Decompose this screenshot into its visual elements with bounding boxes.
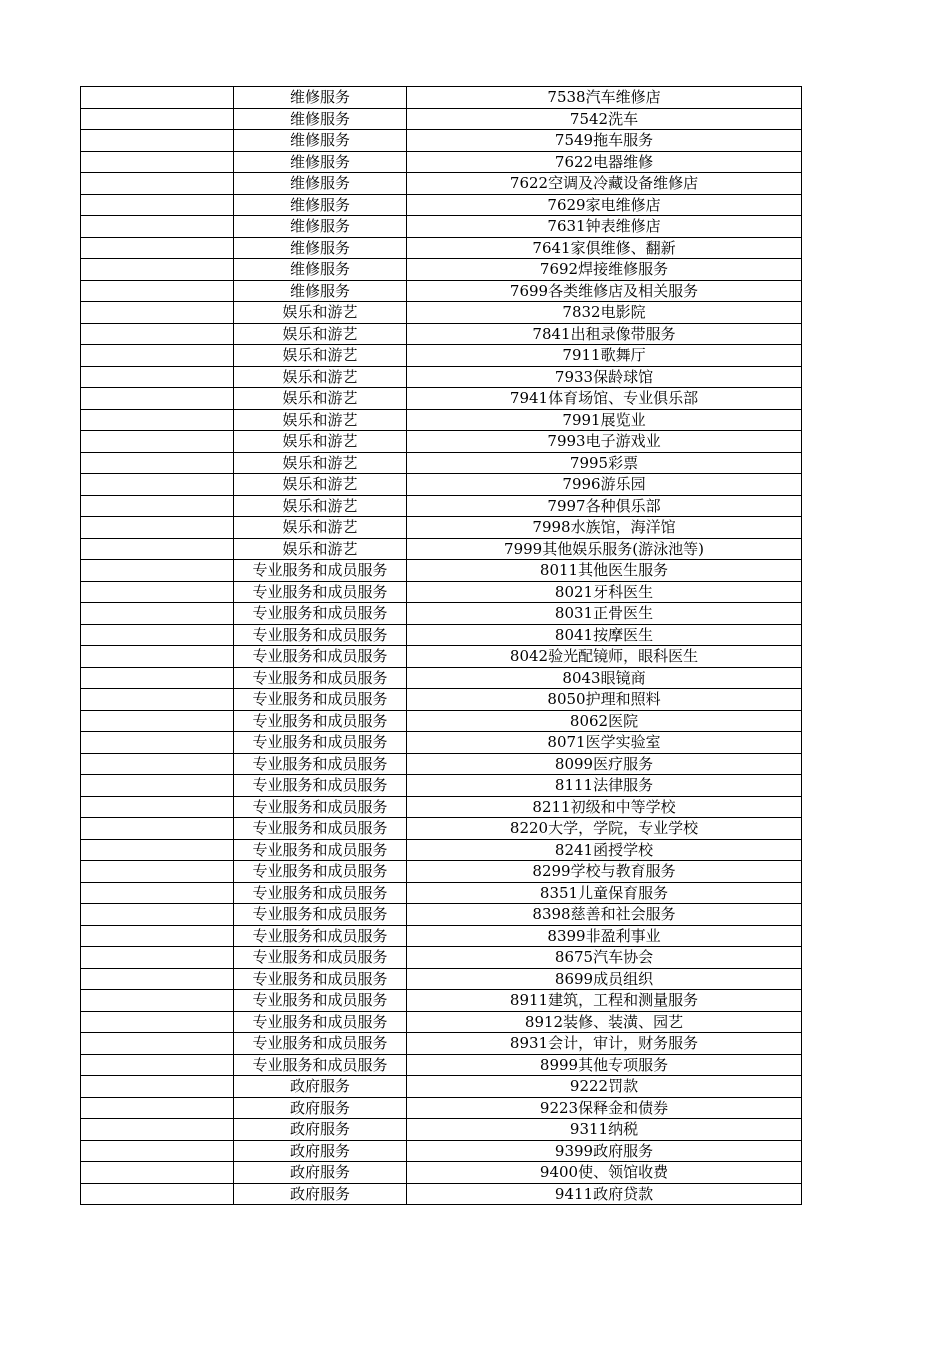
- row-blank-cell[interactable]: [81, 904, 234, 926]
- table-row: [81, 151, 802, 173]
- category-cell[interactable]: 专业服务和成员服务: [234, 818, 407, 840]
- mcc-code-cell[interactable]: 7997各种俱乐部: [407, 495, 802, 517]
- table-row: [81, 753, 802, 775]
- row-blank-cell[interactable]: [81, 1054, 234, 1076]
- row-blank-cell[interactable]: [81, 151, 234, 173]
- category-cell[interactable]: 政府服务: [234, 1162, 407, 1184]
- mcc-code-cell[interactable]: 9411政府贷款: [407, 1183, 802, 1205]
- mcc-code-cell[interactable]: 8062医院: [407, 710, 802, 732]
- row-blank-cell[interactable]: [81, 87, 234, 109]
- table-row: [81, 947, 802, 969]
- mcc-code-cell[interactable]: 7933保龄球馆: [407, 366, 802, 388]
- table-row: [81, 452, 802, 474]
- mcc-code-cell[interactable]: 8398慈善和社会服务: [407, 904, 802, 926]
- mcc-code-cell[interactable]: 7991展览业: [407, 409, 802, 431]
- table-row: [81, 882, 802, 904]
- table-row: [81, 710, 802, 732]
- mcc-code-cell[interactable]: 7999其他娱乐服务(游泳池等): [407, 538, 802, 560]
- row-blank-cell[interactable]: [81, 861, 234, 883]
- table-row: [81, 603, 802, 625]
- category-cell[interactable]: 维修服务: [234, 108, 407, 130]
- table-row: [81, 323, 802, 345]
- row-blank-cell[interactable]: [81, 1183, 234, 1205]
- mcc-code-cell[interactable]: 8021牙科医生: [407, 581, 802, 603]
- row-blank-cell[interactable]: [81, 495, 234, 517]
- mcc-code-cell[interactable]: 7911歌舞厅: [407, 345, 802, 367]
- mcc-code-cell[interactable]: 8220大学，学院，专业学校: [407, 818, 802, 840]
- mcc-code-cell[interactable]: 8111法律服务: [407, 775, 802, 797]
- row-blank-cell[interactable]: [81, 237, 234, 259]
- mcc-code-cell[interactable]: 8031正骨医生: [407, 603, 802, 625]
- mcc-code-cell[interactable]: 7629家电维修店: [407, 194, 802, 216]
- category-cell[interactable]: 专业服务和成员服务: [234, 1054, 407, 1076]
- row-blank-cell[interactable]: [81, 710, 234, 732]
- category-cell[interactable]: 维修服务: [234, 194, 407, 216]
- mcc-code-cell[interactable]: 8099医疗服务: [407, 753, 802, 775]
- category-cell[interactable]: 维修服务: [234, 130, 407, 152]
- table-row: [81, 237, 802, 259]
- category-cell[interactable]: 专业服务和成员服务: [234, 925, 407, 947]
- mcc-code-cell[interactable]: 7622电器维修: [407, 151, 802, 173]
- table-row: [81, 302, 802, 324]
- category-cell[interactable]: 娱乐和游艺: [234, 474, 407, 496]
- category-cell[interactable]: 专业服务和成员服务: [234, 904, 407, 926]
- mcc-code-cell[interactable]: 8241函授学校: [407, 839, 802, 861]
- category-cell[interactable]: 专业服务和成员服务: [234, 667, 407, 689]
- table-body: [81, 87, 802, 1205]
- category-cell[interactable]: 专业服务和成员服务: [234, 581, 407, 603]
- mcc-code-cell[interactable]: 9222罚款: [407, 1076, 802, 1098]
- mcc-code-cell[interactable]: 9400使、领馆收费: [407, 1162, 802, 1184]
- table-row: [81, 130, 802, 152]
- category-cell[interactable]: 专业服务和成员服务: [234, 839, 407, 861]
- category-cell[interactable]: 维修服务: [234, 216, 407, 238]
- mcc-code-cell[interactable]: 8911建筑，工程和测量服务: [407, 990, 802, 1012]
- table-row: [81, 409, 802, 431]
- table-row: [81, 646, 802, 668]
- row-blank-cell[interactable]: [81, 882, 234, 904]
- table-row: [81, 581, 802, 603]
- category-cell[interactable]: 专业服务和成员服务: [234, 1011, 407, 1033]
- row-blank-cell[interactable]: [81, 323, 234, 345]
- category-cell[interactable]: 专业服务和成员服务: [234, 796, 407, 818]
- category-cell[interactable]: 专业服务和成员服务: [234, 560, 407, 582]
- mcc-code-cell[interactable]: 8011其他医生服务: [407, 560, 802, 582]
- table-row: [81, 839, 802, 861]
- row-blank-cell[interactable]: [81, 474, 234, 496]
- row-blank-cell[interactable]: [81, 646, 234, 668]
- mcc-code-cell[interactable]: 7631钟表维修店: [407, 216, 802, 238]
- table-row: [81, 689, 802, 711]
- row-blank-cell[interactable]: [81, 517, 234, 539]
- mcc-code-cell[interactable]: 7993电子游戏业: [407, 431, 802, 453]
- category-cell[interactable]: 娱乐和游艺: [234, 345, 407, 367]
- category-cell[interactable]: 专业服务和成员服务: [234, 1033, 407, 1055]
- category-cell[interactable]: 娱乐和游艺: [234, 302, 407, 324]
- mcc-code-cell[interactable]: 8931会计，审计，财务服务: [407, 1033, 802, 1055]
- mcc-code-cell[interactable]: 7699各类维修店及相关服务: [407, 280, 802, 302]
- mcc-code-cell[interactable]: 7549拖车服务: [407, 130, 802, 152]
- category-cell[interactable]: 专业服务和成员服务: [234, 603, 407, 625]
- mcc-code-cell[interactable]: 8299学校与教育服务: [407, 861, 802, 883]
- table-row: [81, 388, 802, 410]
- row-blank-cell[interactable]: [81, 689, 234, 711]
- category-cell[interactable]: 专业服务和成员服务: [234, 732, 407, 754]
- row-blank-cell[interactable]: [81, 216, 234, 238]
- mcc-code-cell[interactable]: 8043眼镜商: [407, 667, 802, 689]
- table-row: [81, 173, 802, 195]
- row-blank-cell[interactable]: [81, 1011, 234, 1033]
- row-blank-cell[interactable]: [81, 818, 234, 840]
- row-blank-cell[interactable]: [81, 560, 234, 582]
- mcc-code-cell[interactable]: 9311纳税: [407, 1119, 802, 1141]
- mcc-code-cell[interactable]: 8351儿童保育服务: [407, 882, 802, 904]
- mcc-code-cell[interactable]: 8999其他专项服务: [407, 1054, 802, 1076]
- table-row: [81, 280, 802, 302]
- mcc-code-cell[interactable]: 7998水族馆，海洋馆: [407, 517, 802, 539]
- table-row: [81, 1119, 802, 1141]
- category-cell[interactable]: 娱乐和游艺: [234, 452, 407, 474]
- table-row: [81, 624, 802, 646]
- row-blank-cell[interactable]: [81, 1119, 234, 1141]
- mcc-code-cell[interactable]: 9399政府服务: [407, 1140, 802, 1162]
- category-cell[interactable]: 维修服务: [234, 173, 407, 195]
- row-blank-cell[interactable]: [81, 796, 234, 818]
- mcc-code-cell[interactable]: 8042验光配镜师，眼科医生: [407, 646, 802, 668]
- category-cell[interactable]: 政府服务: [234, 1183, 407, 1205]
- category-cell[interactable]: 娱乐和游艺: [234, 388, 407, 410]
- row-blank-cell[interactable]: [81, 1140, 234, 1162]
- table-row: [81, 495, 802, 517]
- category-cell[interactable]: 娱乐和游艺: [234, 323, 407, 345]
- table-row: [81, 1076, 802, 1098]
- category-cell[interactable]: 娱乐和游艺: [234, 517, 407, 539]
- table-row: [81, 1054, 802, 1076]
- category-cell[interactable]: 娱乐和游艺: [234, 409, 407, 431]
- table-row: [81, 1033, 802, 1055]
- table-row: [81, 108, 802, 130]
- table-row: [81, 1097, 802, 1119]
- table-row: [81, 345, 802, 367]
- table-row: [81, 194, 802, 216]
- category-cell[interactable]: 专业服务和成员服务: [234, 624, 407, 646]
- row-blank-cell[interactable]: [81, 1162, 234, 1184]
- category-cell[interactable]: 专业服务和成员服务: [234, 861, 407, 883]
- row-blank-cell[interactable]: [81, 947, 234, 969]
- row-blank-cell[interactable]: [81, 388, 234, 410]
- category-cell[interactable]: 专业服务和成员服务: [234, 710, 407, 732]
- table-row: [81, 474, 802, 496]
- table-row: [81, 517, 802, 539]
- category-cell[interactable]: 专业服务和成员服务: [234, 646, 407, 668]
- row-blank-cell[interactable]: [81, 1033, 234, 1055]
- row-blank-cell[interactable]: [81, 194, 234, 216]
- category-cell[interactable]: 专业服务和成员服务: [234, 689, 407, 711]
- row-blank-cell[interactable]: [81, 409, 234, 431]
- row-blank-cell[interactable]: [81, 753, 234, 775]
- row-blank-cell[interactable]: [81, 1097, 234, 1119]
- category-cell[interactable]: 专业服务和成员服务: [234, 947, 407, 969]
- mcc-code-cell[interactable]: 7692焊接维修服务: [407, 259, 802, 281]
- row-blank-cell[interactable]: [81, 431, 234, 453]
- table-row: [81, 259, 802, 281]
- table-row: [81, 968, 802, 990]
- mcc-code-cell[interactable]: 7996游乐园: [407, 474, 802, 496]
- table-row: [81, 366, 802, 388]
- category-cell[interactable]: 维修服务: [234, 237, 407, 259]
- mcc-code-cell[interactable]: 8050护理和照料: [407, 689, 802, 711]
- category-cell[interactable]: 娱乐和游艺: [234, 495, 407, 517]
- mcc-code-cell[interactable]: 9223保释金和债券: [407, 1097, 802, 1119]
- table-row: [81, 861, 802, 883]
- row-blank-cell[interactable]: [81, 108, 234, 130]
- category-cell[interactable]: 维修服务: [234, 151, 407, 173]
- table-row: [81, 904, 802, 926]
- mcc-code-cell[interactable]: 7841出租录像带服务: [407, 323, 802, 345]
- table-row: [81, 1140, 802, 1162]
- table-row: [81, 732, 802, 754]
- row-blank-cell[interactable]: [81, 603, 234, 625]
- mcc-code-cell[interactable]: 7832电影院: [407, 302, 802, 324]
- table-row: [81, 1162, 802, 1184]
- table-row: [81, 796, 802, 818]
- mcc-code-cell[interactable]: 7622空调及冷藏设备维修店: [407, 173, 802, 195]
- category-cell[interactable]: 政府服务: [234, 1119, 407, 1141]
- mcc-code-cell[interactable]: 7941体育场馆、专业俱乐部: [407, 388, 802, 410]
- table-row: [81, 775, 802, 797]
- row-blank-cell[interactable]: [81, 259, 234, 281]
- category-cell[interactable]: 专业服务和成员服务: [234, 990, 407, 1012]
- row-blank-cell[interactable]: [81, 925, 234, 947]
- mcc-code-cell[interactable]: 8071医学实验室: [407, 732, 802, 754]
- table-row: [81, 216, 802, 238]
- mcc-code-cell[interactable]: 8399非盈利事业: [407, 925, 802, 947]
- table-row: [81, 431, 802, 453]
- table-row: [81, 1011, 802, 1033]
- table-row: [81, 560, 802, 582]
- merchant-category-table: [80, 86, 802, 1205]
- mcc-code-cell[interactable]: 8912装修、装潢、园艺: [407, 1011, 802, 1033]
- table-row: [81, 538, 802, 560]
- category-cell[interactable]: 娱乐和游艺: [234, 538, 407, 560]
- row-blank-cell[interactable]: [81, 538, 234, 560]
- row-blank-cell[interactable]: [81, 345, 234, 367]
- category-cell[interactable]: 专业服务和成员服务: [234, 775, 407, 797]
- table-row: [81, 925, 802, 947]
- row-blank-cell[interactable]: [81, 667, 234, 689]
- row-blank-cell[interactable]: [81, 839, 234, 861]
- category-cell[interactable]: 政府服务: [234, 1076, 407, 1098]
- table-row: [81, 667, 802, 689]
- category-cell[interactable]: 政府服务: [234, 1097, 407, 1119]
- row-blank-cell[interactable]: [81, 990, 234, 1012]
- category-cell[interactable]: 专业服务和成员服务: [234, 753, 407, 775]
- mcc-code-cell[interactable]: 7542洗车: [407, 108, 802, 130]
- row-blank-cell[interactable]: [81, 366, 234, 388]
- mcc-code-cell[interactable]: 8675汽车协会: [407, 947, 802, 969]
- row-blank-cell[interactable]: [81, 280, 234, 302]
- row-blank-cell[interactable]: [81, 624, 234, 646]
- row-blank-cell[interactable]: [81, 581, 234, 603]
- table-row: [81, 990, 802, 1012]
- mcc-code-cell[interactable]: 8041按摩医生: [407, 624, 802, 646]
- mcc-code-cell[interactable]: 8699成员组织: [407, 968, 802, 990]
- category-cell[interactable]: 政府服务: [234, 1140, 407, 1162]
- category-cell[interactable]: 娱乐和游艺: [234, 431, 407, 453]
- mcc-code-cell[interactable]: 8211初级和中等学校: [407, 796, 802, 818]
- table-row: [81, 818, 802, 840]
- category-cell[interactable]: 专业服务和成员服务: [234, 968, 407, 990]
- row-blank-cell[interactable]: [81, 732, 234, 754]
- row-blank-cell[interactable]: [81, 130, 234, 152]
- row-blank-cell[interactable]: [81, 968, 234, 990]
- row-blank-cell[interactable]: [81, 452, 234, 474]
- category-cell[interactable]: 维修服务: [234, 87, 407, 109]
- row-blank-cell[interactable]: [81, 775, 234, 797]
- category-cell[interactable]: 维修服务: [234, 259, 407, 281]
- row-blank-cell[interactable]: [81, 173, 234, 195]
- table-row: [81, 1183, 802, 1205]
- row-blank-cell[interactable]: [81, 1076, 234, 1098]
- category-cell[interactable]: 专业服务和成员服务: [234, 882, 407, 904]
- mcc-code-cell[interactable]: 7641家俱维修、翻新: [407, 237, 802, 259]
- table-row: [81, 87, 802, 109]
- mcc-code-cell[interactable]: 7995彩票: [407, 452, 802, 474]
- category-cell[interactable]: 维修服务: [234, 280, 407, 302]
- row-blank-cell[interactable]: [81, 302, 234, 324]
- category-cell[interactable]: 娱乐和游艺: [234, 366, 407, 388]
- mcc-code-cell[interactable]: 7538汽车维修店: [407, 87, 802, 109]
